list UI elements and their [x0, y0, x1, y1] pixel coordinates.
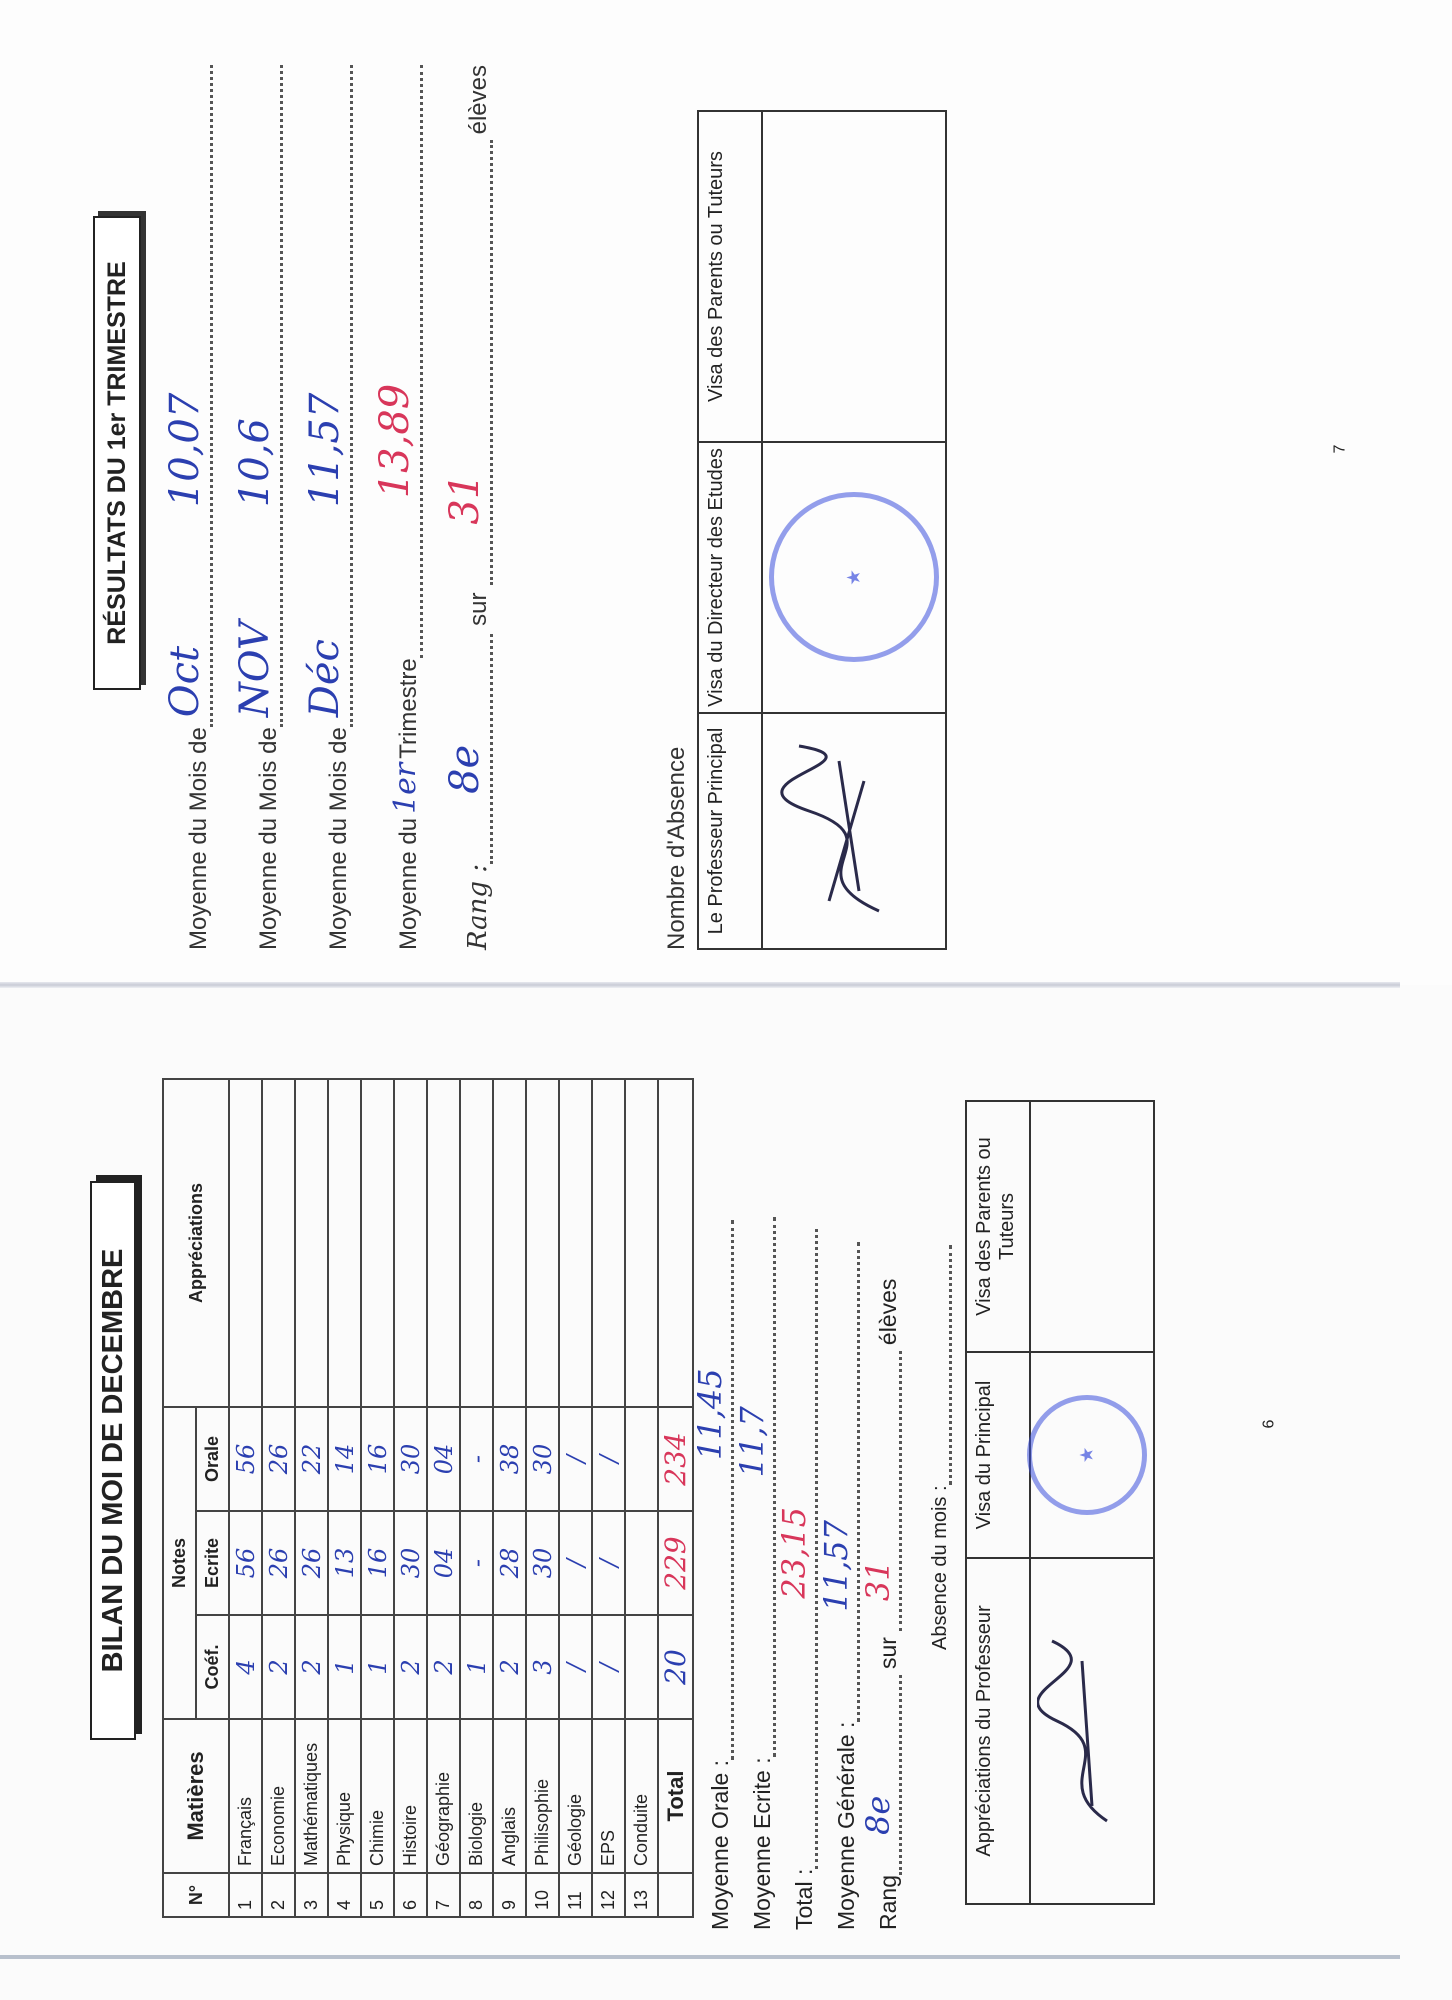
- bilan-content: [90, 1050, 1370, 1930]
- average-value: 10,07: [162, 392, 208, 508]
- orale-value: 56: [229, 1407, 262, 1511]
- sign-header-parents: Visa des Parents ou Tuteurs: [966, 1101, 1030, 1352]
- average-value: 13,89: [372, 383, 418, 499]
- appreciation-cell: [625, 1079, 658, 1407]
- moyenne-generale-label: Moyenne Générale :: [833, 1721, 859, 1930]
- rang-label: Rang: [875, 1875, 901, 1930]
- total-orale: 234: [658, 1407, 693, 1511]
- handwritten-signature: [769, 731, 909, 931]
- subject-name: Philisophie: [526, 1719, 559, 1873]
- total-coef: 20: [658, 1615, 693, 1719]
- eleves-label: élèves: [465, 65, 492, 135]
- month-value: Déc: [302, 639, 348, 718]
- row-number: 1: [229, 1873, 262, 1917]
- ecrite-value: /: [592, 1511, 625, 1615]
- signature-cell-parents: [762, 111, 946, 442]
- row-label: Moyenne du: [395, 817, 422, 950]
- page-edge: [0, 1955, 1400, 1959]
- rank-row: [442, 65, 493, 950]
- moyenne-orale-label: Moyenne Orale :: [707, 1759, 733, 1930]
- coef-value: 3: [526, 1615, 559, 1719]
- col-num: N°: [163, 1873, 229, 1917]
- bilan-signature-table: [965, 1100, 1155, 1905]
- fill: [859, 1675, 902, 1875]
- page-number-6: 6: [1260, 1419, 1278, 1429]
- sign-header-appreciations: Appréciations du Professeur: [966, 1558, 1030, 1904]
- table-row: [526, 1079, 559, 1917]
- moyenne-ecrite-value: 11,7: [733, 1406, 771, 1478]
- ecrite-value: 30: [394, 1511, 427, 1615]
- moyenne-generale-value: 11,57: [817, 1519, 855, 1612]
- row-number: 13: [625, 1873, 658, 1917]
- coef-value: 1: [328, 1615, 361, 1719]
- coef-value: 2: [262, 1615, 295, 1719]
- col-appreciations: Appréciations: [163, 1079, 229, 1407]
- ecrite-value: -: [460, 1511, 493, 1615]
- row-label-trimestre: Trimestre: [395, 658, 422, 759]
- signature-cell-professeur: [1030, 1558, 1154, 1904]
- col-ecrite: Ecrite: [196, 1511, 229, 1615]
- coef-value: 2: [295, 1615, 328, 1719]
- trimester-average: [372, 65, 423, 950]
- rang-row: [859, 1278, 902, 1930]
- row-number: 4: [328, 1873, 361, 1917]
- appreciation-cell: [526, 1079, 559, 1407]
- appreciation-cell: [559, 1079, 592, 1407]
- table-row: [262, 1079, 295, 1917]
- trimester-number: 1er: [388, 762, 423, 814]
- results-content: [85, 50, 965, 950]
- sur-value: 31: [859, 1560, 897, 1602]
- sign-header-parents: Visa des Parents ou Tuteurs: [698, 111, 762, 442]
- sur-value: 31: [442, 473, 488, 525]
- signature-table: [697, 110, 947, 950]
- sign-header-professeur: Le Professeur Principal: [698, 713, 762, 949]
- subject-name: Chimie: [361, 1719, 394, 1873]
- subject-name: Economie: [262, 1719, 295, 1873]
- fill: [733, 1217, 776, 1757]
- coef-value: /: [559, 1615, 592, 1719]
- table-row: [592, 1079, 625, 1917]
- sign-header-principal: Visa du Principal: [966, 1352, 1030, 1558]
- appreciation-cell: [427, 1079, 460, 1407]
- absence-row: [920, 1245, 952, 1650]
- orale-value: -: [460, 1407, 493, 1511]
- total-row: [775, 1229, 818, 1930]
- results-title: RÉSULTATS DU 1er TRIMESTRE: [93, 216, 141, 690]
- average-value: 11,57: [302, 392, 348, 508]
- month-average-oct: [162, 65, 213, 950]
- fill: [859, 1351, 902, 1631]
- coef-value: 2: [493, 1615, 526, 1719]
- orale-value: [625, 1407, 658, 1511]
- moyenne-ecrite-row: [733, 1217, 776, 1930]
- total-label: Total: [658, 1719, 693, 1873]
- school-stamp: ★: [1027, 1395, 1147, 1515]
- appreciation-cell: [295, 1079, 328, 1407]
- ecrite-value: 13: [328, 1511, 361, 1615]
- handwritten-signature: [1037, 1631, 1127, 1831]
- signature-cell-principal: [1030, 1352, 1154, 1558]
- coef-value: 4: [229, 1615, 262, 1719]
- signature-cell-directeur: [762, 442, 946, 713]
- bilan-title: BILAN DU MOI DE DECEMBRE: [90, 1181, 136, 1740]
- subject-name: Anglais: [493, 1719, 526, 1873]
- total-ecrite: 229: [658, 1511, 693, 1615]
- coef-value: 1: [361, 1615, 394, 1719]
- appreciation-cell: [592, 1079, 625, 1407]
- table-row: [229, 1079, 262, 1917]
- rang-value: 8e: [442, 744, 488, 794]
- orale-value: /: [592, 1407, 625, 1511]
- sign-header-directeur: Visa du Directeur des Etudes: [698, 442, 762, 713]
- sur-label: sur: [465, 592, 492, 626]
- row-label: Moyenne du Mois de: [185, 727, 212, 950]
- row-number: 7: [427, 1873, 460, 1917]
- sur-label: sur: [875, 1637, 901, 1670]
- school-stamp: ★: [769, 493, 939, 663]
- row-number: 3: [295, 1873, 328, 1917]
- fill: [929, 1245, 952, 1485]
- appreciation-cell: [460, 1079, 493, 1407]
- col-coef: Coéf.: [196, 1615, 229, 1719]
- table-row: [460, 1079, 493, 1917]
- orale-value: 30: [526, 1407, 559, 1511]
- row-number: 8: [460, 1873, 493, 1917]
- ecrite-value: 28: [493, 1511, 526, 1615]
- table-row: [559, 1079, 592, 1917]
- coef-value: 1: [460, 1615, 493, 1719]
- orale-value: 04: [427, 1407, 460, 1511]
- coef-value: /: [592, 1615, 625, 1719]
- ecrite-value: 30: [526, 1511, 559, 1615]
- appreciation-cell: [328, 1079, 361, 1407]
- row-number: 2: [262, 1873, 295, 1917]
- absence-title: Nombre d'Absence: [663, 746, 690, 950]
- orale-value: 16: [361, 1407, 394, 1511]
- moyenne-ecrite-label: Moyenne Ecrite :: [749, 1757, 775, 1930]
- month-average-dec: [302, 65, 353, 950]
- fill: [691, 1220, 734, 1760]
- signature-cell-parents: [1030, 1101, 1154, 1352]
- row-fill: [232, 65, 283, 727]
- table-row: [328, 1079, 361, 1917]
- appreciation-cell: [229, 1079, 262, 1407]
- ecrite-value: 04: [427, 1511, 460, 1615]
- absence-label: Absence du mois :: [929, 1485, 951, 1650]
- table-row: [427, 1079, 460, 1917]
- row-number: 9: [493, 1873, 526, 1917]
- average-value: 10,6: [232, 418, 278, 508]
- coef-value: 2: [427, 1615, 460, 1719]
- row-fill: [162, 65, 213, 727]
- row-number: 10: [526, 1873, 559, 1917]
- row-number: 5: [361, 1873, 394, 1917]
- appreciation-cell: [394, 1079, 427, 1407]
- orale-value: 26: [262, 1407, 295, 1511]
- subject-name: Biologie: [460, 1719, 493, 1873]
- subject-name: Géologie: [559, 1719, 592, 1873]
- row-number: 6: [394, 1873, 427, 1917]
- subject-name: EPS: [592, 1719, 625, 1873]
- ecrite-value: [625, 1511, 658, 1615]
- ecrite-value: /: [559, 1511, 592, 1615]
- sur-fill: [442, 140, 493, 584]
- col-orale: Orale: [196, 1407, 229, 1511]
- subject-name: Mathématiques: [295, 1719, 328, 1873]
- table-row: [295, 1079, 328, 1917]
- rang-fill: [442, 634, 493, 864]
- coef-value: [625, 1615, 658, 1719]
- orale-value: 38: [493, 1407, 526, 1511]
- moyenne-orale-row: [691, 1220, 734, 1930]
- subject-name: Physique: [328, 1719, 361, 1873]
- ecrite-value: 16: [361, 1511, 394, 1615]
- orale-value: 30: [394, 1407, 427, 1511]
- row-number: 11: [559, 1873, 592, 1917]
- fill: [817, 1242, 860, 1722]
- moyenne-orale-value: 11,45: [691, 1368, 729, 1460]
- grades-table: [162, 1078, 694, 1918]
- col-notes: Notes: [163, 1407, 196, 1719]
- eleves-label: élèves: [875, 1278, 901, 1346]
- col-matieres: Matières: [163, 1719, 229, 1873]
- moyenne-generale-row: [817, 1242, 860, 1930]
- ecrite-value: 26: [295, 1511, 328, 1615]
- row-label: Moyenne du Mois de: [255, 727, 282, 950]
- row-fill: [372, 65, 423, 658]
- appreciation-cell: [493, 1079, 526, 1407]
- month-value: NOV: [232, 621, 278, 718]
- page-number-7: 7: [1331, 444, 1349, 454]
- orale-value: 22: [295, 1407, 328, 1511]
- table-row: [394, 1079, 427, 1917]
- orale-value: 14: [328, 1407, 361, 1511]
- total-summary-label: Total :: [791, 1868, 817, 1930]
- total-summary-value: 23,15: [775, 1507, 813, 1599]
- month-value: Oct: [162, 645, 208, 718]
- coef-value: 2: [394, 1615, 427, 1719]
- orale-value: /: [559, 1407, 592, 1511]
- subject-name: Conduite: [625, 1719, 658, 1873]
- signature-cell-professeur: [762, 713, 946, 949]
- row-fill: [302, 65, 353, 727]
- row-label: Moyenne du Mois de: [325, 727, 352, 950]
- subject-name: Géographie: [427, 1719, 460, 1873]
- table-row: [361, 1079, 394, 1917]
- table-row: [493, 1079, 526, 1917]
- appreciation-cell: [262, 1079, 295, 1407]
- ecrite-value: 26: [262, 1511, 295, 1615]
- month-average-nov: [232, 65, 283, 950]
- row-number: 12: [592, 1873, 625, 1917]
- rang-value: 8e: [859, 1795, 897, 1836]
- table-row: [625, 1079, 658, 1917]
- rang-label: Rang :: [463, 863, 493, 950]
- subject-name: Français: [229, 1719, 262, 1873]
- appreciation-cell: [361, 1079, 394, 1407]
- ecrite-value: 56: [229, 1511, 262, 1615]
- page-fold: [0, 982, 1400, 988]
- fill: [775, 1229, 818, 1869]
- subject-name: Histoire: [394, 1719, 427, 1873]
